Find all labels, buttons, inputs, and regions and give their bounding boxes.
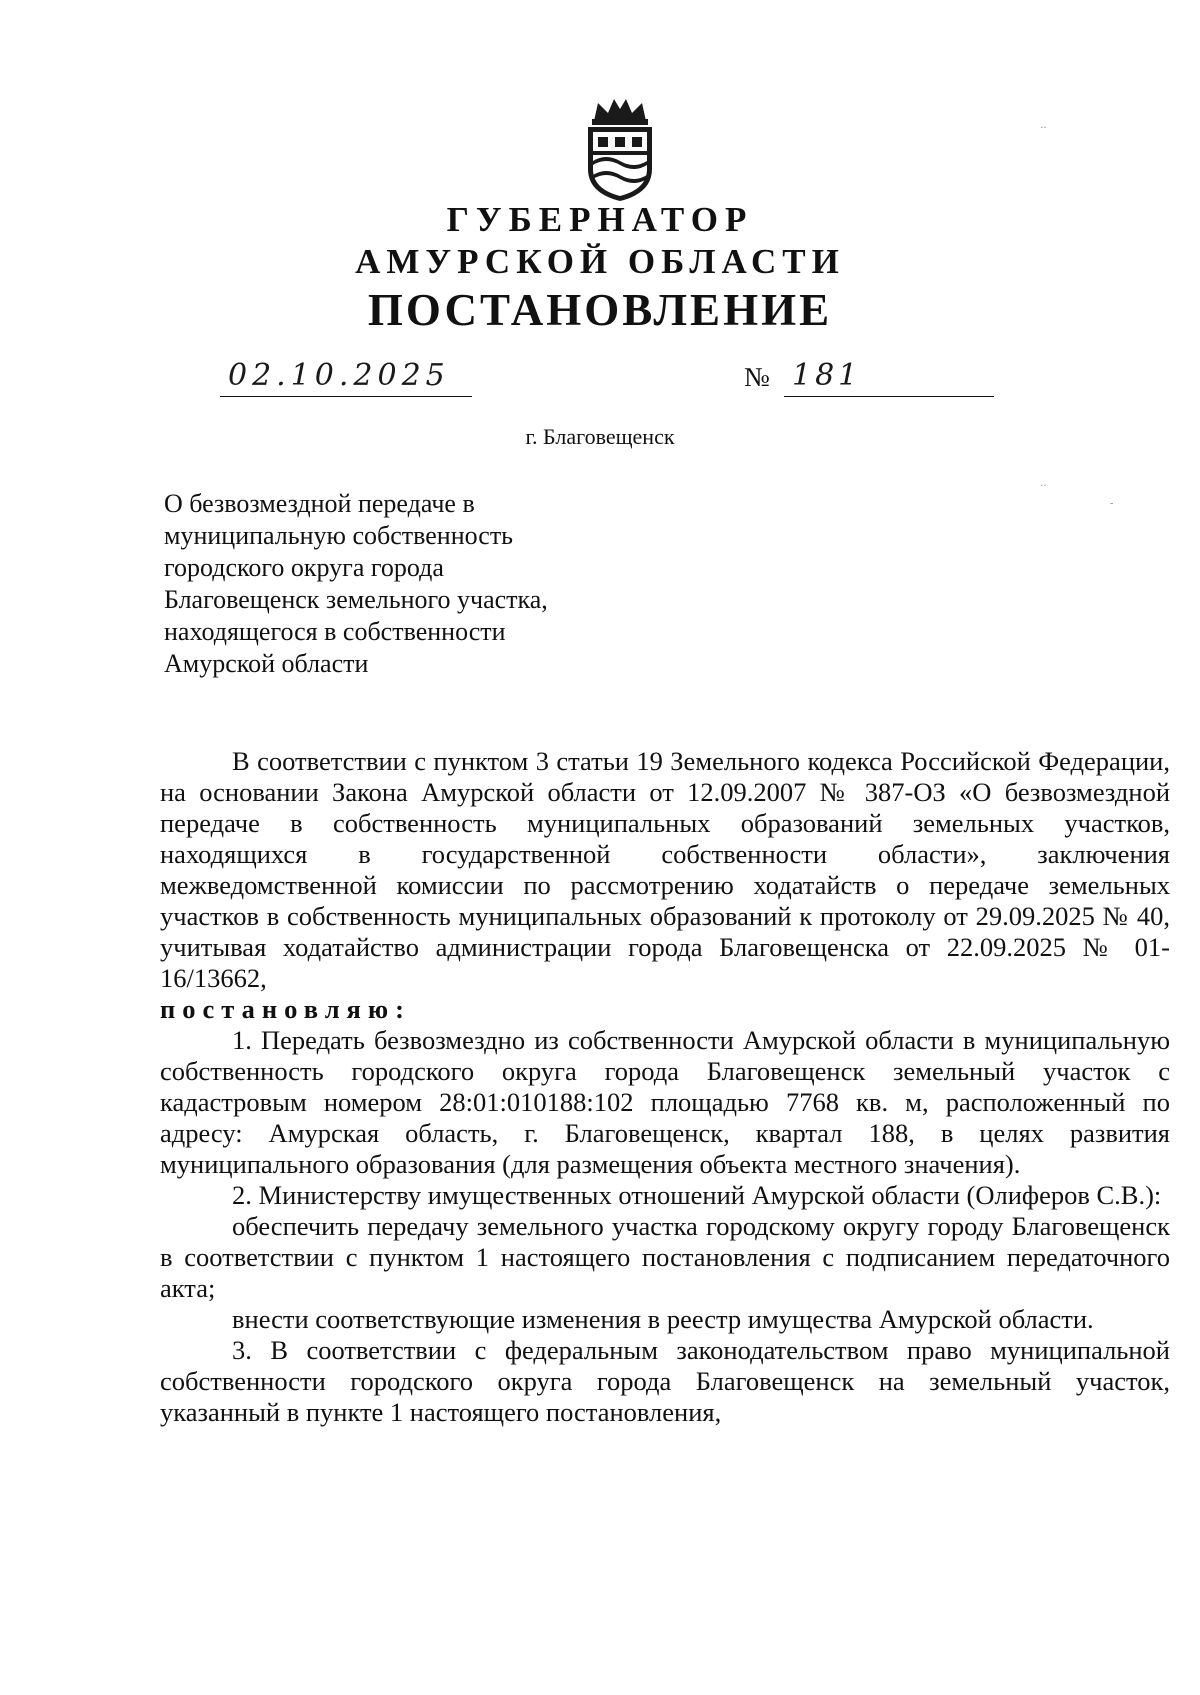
document-body (160, 746, 1170, 1428)
item-1-paragraph: 1. Передать безвозмездно из собственности Амурской области в муниципальную собственность городского округа города Благовещенск земельный участок с кадастровым номером 28:01:010188:102 площадью 7768 кв. м, расположенный по адресу: Амурская область, г. Благовещенск, квартал 188, в целях развития муниципального образования (для размещения объекта местного значения). (160, 1025, 1170, 1179)
scan-speck: ‥ (1040, 478, 1047, 489)
decree-word: постановляю: (160, 994, 411, 1024)
document-type: ПОСТАНОВЛЕНИЕ (367, 285, 833, 335)
scan-speck: - (1110, 498, 1114, 509)
header-region: АМУРСКОЙ ОБЛАСТИ (355, 242, 845, 281)
item-2b-paragraph: внести соответствующие изменения в реестр имущества Амурской области. (232, 1304, 1094, 1334)
handwritten-date: 02.10.2025 (228, 358, 450, 393)
city-label: г. Благовещенск (525, 424, 675, 449)
preamble-paragraph: В соответствии с пунктом 3 статьи 19 Земельного кодекса Российской Федерации, на основании Закона Амурской области от 12.09.2007 № 387-ОЗ «О безвозмездной передаче в собственность муниципальных образований земельных участков, находящихся в государственной собственности области», заключения межведомственной комиссии по рассмотрению ходатайств о передаче земельных участков в собственность муниципальных образований к протоколу от 29.09.2025 № 40, учитывая ходатайство администрации города Благовещенска от 22.09.2025 № 01-16/13662, (160, 746, 1170, 993)
date-field (220, 356, 472, 397)
scan-speck: ‥ (1040, 120, 1047, 131)
item-3-paragraph: 3. В соответствии с федеральным законодательством право муниципальной собственности городского округа города Благовещенск на земельный участок, указанный в пункте 1 настоящего постановления, (160, 1335, 1170, 1427)
header-title: ГУБЕРНАТОР (446, 200, 754, 239)
subject-line: О безвозмездной передаче в (164, 489, 475, 518)
coat-of-arms-icon (580, 95, 660, 203)
handwritten-number: 181 (792, 358, 862, 393)
item-2a-paragraph: обеспечить передачу земельного участка городскому округу городу Благовещенск в соответствии с пунктом 1 настоящего постановления с подписанием передаточного акта; (160, 1211, 1170, 1303)
number-field (784, 356, 994, 397)
document-subject (164, 488, 548, 680)
subject-line: городского округа города (164, 553, 444, 582)
subject-line: Амурской области (164, 649, 369, 678)
number-label: № (744, 362, 770, 392)
subject-line: находящегося в собственности (164, 617, 506, 646)
subject-line: Благовещенск земельного участка, (164, 585, 548, 614)
subject-line: муниципальную собственность (164, 521, 514, 550)
item-2-paragraph: 2. Министерству имущественных отношений Амурской области (Олиферов С.В.): (232, 1180, 1162, 1210)
